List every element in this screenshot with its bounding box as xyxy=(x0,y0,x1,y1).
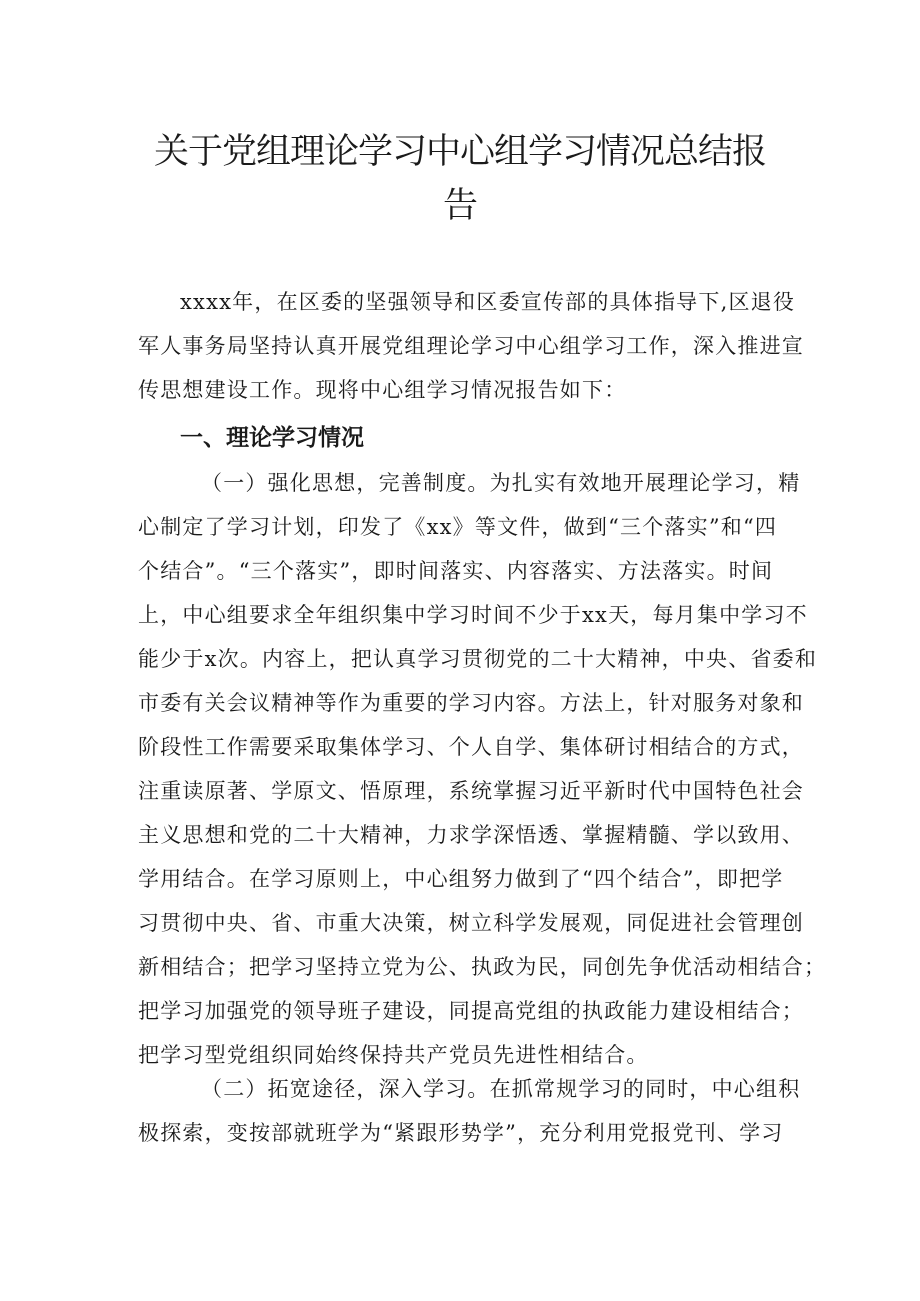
paragraph-1 xyxy=(138,461,827,1077)
paragraph-line: 上，中心组要求全年组织集中学习时间不少于xx天，每月集中学习不 xyxy=(138,603,808,627)
paragraph-line: 习贯彻中央、省、市重大决策，树立科学发展观，同促进社会管理创 xyxy=(138,911,804,935)
paragraph-line: 市委有关会议精神等作为重要的学习内容。方法上，针对服务对象和 xyxy=(138,691,804,715)
paragraph-line: （二）拓宽途径，深入学习。在抓常规学习的同时，中心组积 xyxy=(201,1077,801,1101)
paragraph-line: 极探索，变按部就班学为“紧跟形势学”，充分利用党报党刊、学习 xyxy=(138,1121,784,1145)
paragraph-line: 把学习型党组织同始终保持共产党员先进性相结合。 xyxy=(138,1043,649,1067)
intro-line: 军人事务局坚持认真开展党组理论学习中心组学习工作，深入推进宣 xyxy=(138,334,804,358)
paragraph-line: 心制定了学习计划，印发了《xx》等文件，做到“三个落实”和“四 xyxy=(138,515,778,539)
paragraph-line: 把学习加强党的领导班子建设，同提高党组的执政能力建设相结合； xyxy=(138,999,804,1023)
intro-line: 传思想建设工作。现将中心组学习情况报告如下： xyxy=(138,378,627,402)
paragraph-line: 个结合”。“三个落实”，即时间落实、内容落实、方法落实。时间 xyxy=(138,559,774,583)
paragraph-line: 主义思想和党的二十大精神，力求学深悟透、掌握精髓、学以致用、 xyxy=(138,823,804,847)
intro-line: xxxx年，在区委的坚强领导和区委宣传部的具体指导下,区退役 xyxy=(180,290,796,314)
document-title-line2: 告 xyxy=(442,186,477,226)
paragraph-line: 能少于x次。内容上，把认真学习贯彻党的二十大精神，中央、省委和 xyxy=(138,647,818,671)
paragraph-line: 新相结合；把学习坚持立党为公、执政为民，同创先争优活动相结合； xyxy=(138,955,827,979)
paragraph-line: 阶段性工作需要采取集体学习、个人自学、集体研讨相结合的方式， xyxy=(138,735,804,759)
section-heading: 一、理论学习情况 xyxy=(180,425,364,451)
paragraph-line: 注重读原著、学原文、悟原理，系统掌握习近平新时代中国特色社会 xyxy=(138,779,804,803)
paragraph-line: （一）强化思想，完善制度。为扎实有效地开展理论学习，精 xyxy=(201,471,801,495)
intro-paragraph xyxy=(138,280,804,412)
document-title-line1: 关于党组理论学习中心组学习情况总结报 xyxy=(153,132,766,172)
paragraph-line: 学用结合。在学习原则上，中心组努力做到了“四个结合”，即把学 xyxy=(138,867,784,891)
paragraph-2 xyxy=(138,1067,801,1155)
